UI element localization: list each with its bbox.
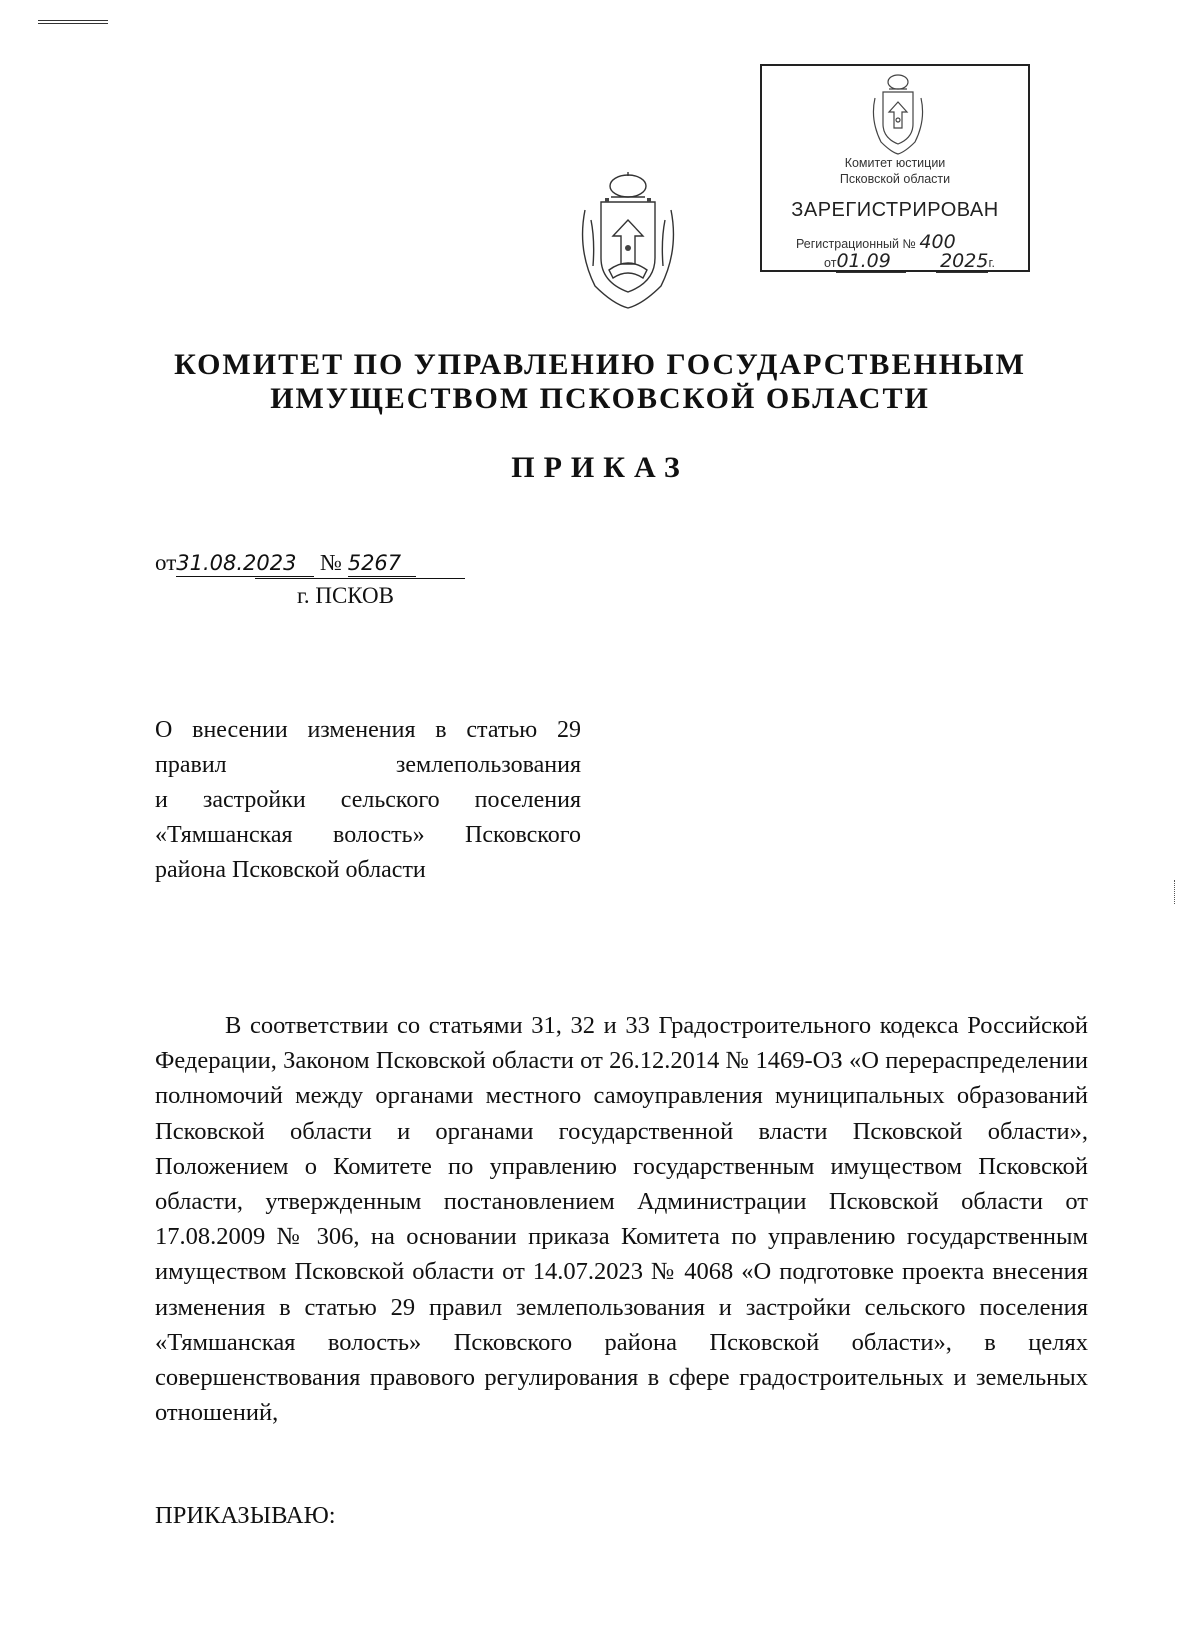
subject-line3: и застройки сельского поселения xyxy=(155,787,581,813)
registration-stamp xyxy=(760,64,1030,272)
preamble-paragraph: В соответствии со статьями 31, 32 и 33 Градостроительного кодекса Российской Федерации, Законом Псковской области от 26.12.2014 № 1469-ОЗ «О перераспределении полномочий между органами местного самоуправления муниципальных образований Псковской области и органами государственной власти Псковской области», Положением о Комитете по управлению государственным имуществом Псковской области, утвержденным постановлением Администрации Псковской области от 17.08.2009 № 306, на основании приказа Комитета по управлению государственным имуществом Псковской области от 14.07.2023 № 4068 «О подготовке проекта внесения изменения в статью 29 правил землепользования и застройки сельского поселения «Тямшанская волость» Псковского района Псковской области», в целях совершенствования правового регулирования в сфере градостроительных и земельных отношений, xyxy=(155,1012,1088,1427)
city-divider xyxy=(255,578,465,579)
stamp-registered-label: ЗАРЕГИСТРИРОВАН xyxy=(791,199,999,221)
organization-title xyxy=(100,348,1100,416)
subject-line1: О внесении изменения в статью 29 xyxy=(155,717,581,743)
stamp-date-suffix: г. xyxy=(988,256,995,270)
document-number: 5267 xyxy=(347,551,402,575)
number-sign: № xyxy=(320,550,342,575)
stamp-date-line xyxy=(802,250,1017,273)
document-subject xyxy=(155,713,581,888)
subject-line2: правил землепользования xyxy=(155,752,581,778)
coat-of-arms-icon xyxy=(573,170,683,310)
stamp-coat-of-arms-icon xyxy=(867,72,929,156)
scan-edge-mark xyxy=(1174,880,1181,904)
stamp-date-prefix: от xyxy=(824,256,837,270)
stamp-reg-number: 400 xyxy=(919,231,956,253)
subject-line4: «Тямшанская волость» Псковского xyxy=(155,822,581,848)
stamp-org-line1: Комитет юстиции xyxy=(844,156,946,170)
document-date: 31.08.2023 xyxy=(176,551,297,575)
stamp-date-day-month: 01.09 xyxy=(836,250,891,272)
corner-scan-mark xyxy=(38,20,108,26)
document-type-title: ПРИКАЗ xyxy=(511,451,689,484)
document-city: г. ПСКОВ xyxy=(297,583,395,608)
organization-title-line2: ИМУЩЕСТВОМ ПСКОВСКОЙ ОБЛАСТИ xyxy=(270,382,930,415)
order-word: ПРИКАЗЫВАЮ: xyxy=(155,1502,336,1529)
date-prefix: от xyxy=(155,550,177,575)
stamp-org-line2: Псковской области xyxy=(839,172,951,186)
document-date-number xyxy=(155,550,416,577)
subject-line5: района Псковской области xyxy=(155,857,426,883)
stamp-reg-label: Регистрационный № xyxy=(796,237,916,251)
stamp-date-year: 2025 xyxy=(940,250,989,272)
organization-title-line1: КОМИТЕТ ПО УПРАВЛЕНИЮ ГОСУДАРСТВЕННЫМ xyxy=(174,348,1026,381)
